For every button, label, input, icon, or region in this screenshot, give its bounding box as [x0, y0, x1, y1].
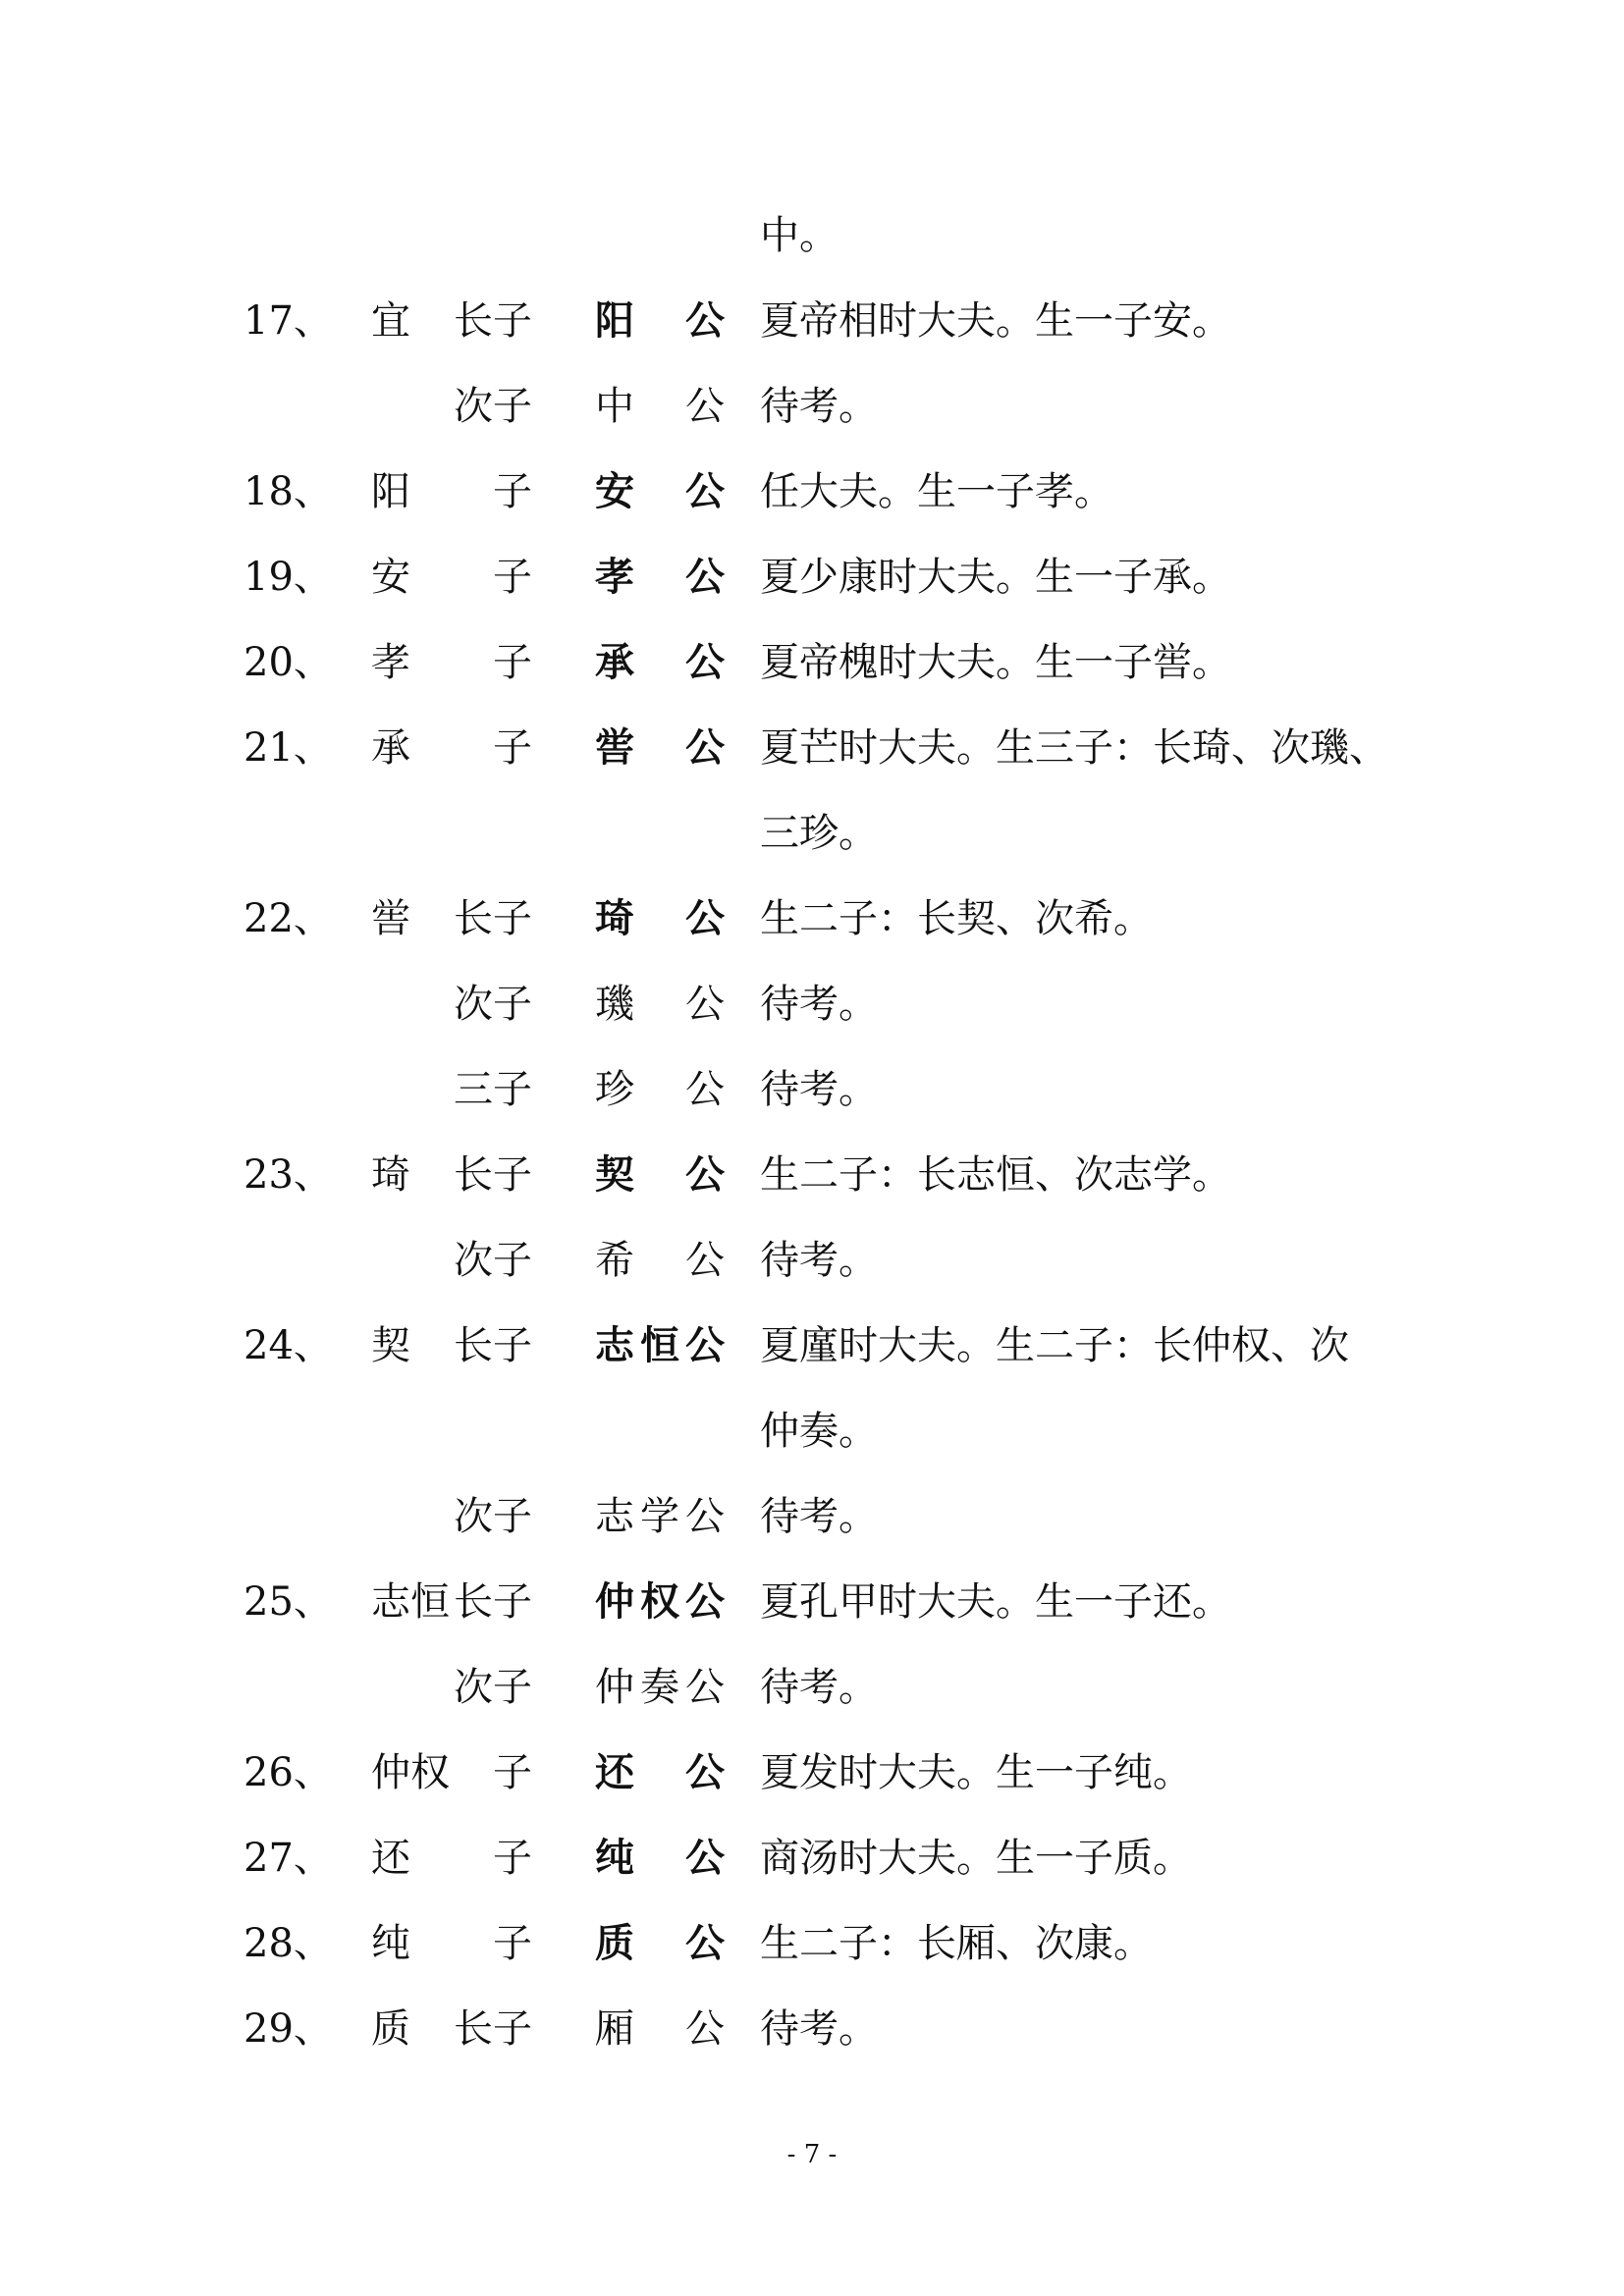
entry-description: 生二子：长契、次希。 [760, 896, 1153, 941]
genealogy-entry [0, 1743, 1624, 1802]
son-relation: 子 [454, 555, 532, 600]
genealogy-entry [0, 633, 1624, 692]
genealogy-entry [0, 462, 1624, 521]
ancestor-name: 厢 公 [595, 2006, 731, 2052]
father-name: 琦 [371, 1152, 410, 1198]
entry-description: 待考。 [760, 1067, 878, 1112]
genealogy-entry [0, 377, 1624, 436]
entry-description: 待考。 [760, 1238, 878, 1283]
son-relation: 次子 [454, 1665, 532, 1710]
son-relation: 次子 [454, 1238, 532, 1283]
ancestor-name: 志恒公 [595, 1323, 731, 1368]
son-relation: 子 [454, 1921, 532, 1966]
son-relation: 子 [454, 725, 532, 771]
ancestor-name: 安 公 [595, 469, 731, 514]
father-name: 喾 [371, 896, 410, 941]
genealogy-entry [0, 1231, 1624, 1290]
genealogy-entry [0, 719, 1624, 777]
genealogy-entry [0, 1914, 1624, 1973]
genealogy-entry [0, 548, 1624, 607]
entry-number: 26、 [244, 1750, 333, 1795]
father-name: 孝 [371, 640, 410, 685]
entry-number: 28、 [244, 1921, 333, 1966]
entry-number: 18、 [244, 469, 333, 514]
entry-number: 24、 [244, 1323, 333, 1368]
genealogy-entry [0, 975, 1624, 1034]
son-relation: 三子 [454, 1067, 532, 1112]
genealogy-entry [0, 1487, 1624, 1546]
son-relation: 子 [454, 640, 532, 685]
father-name: 安 [371, 555, 410, 600]
son-relation: 次子 [454, 384, 532, 429]
son-relation: 长子 [454, 2006, 532, 2052]
father-name: 纯 [371, 1921, 410, 1966]
father-name: 宜 [371, 298, 410, 344]
ancestor-name: 质 公 [595, 1921, 731, 1966]
genealogy-entry [0, 889, 1624, 948]
entry-description: 夏发时大夫。生一子纯。 [760, 1750, 1192, 1795]
entry-number: 19、 [244, 555, 333, 600]
entry-description: 商汤时大夫。生一子质。 [760, 1836, 1192, 1881]
ancestor-name: 琦 公 [595, 896, 731, 941]
entry-description: 生二子：长志恒、次志学。 [760, 1152, 1231, 1198]
father-name: 承 [371, 725, 410, 771]
entry-description: 待考。 [760, 982, 878, 1027]
ancestor-name: 志学公 [595, 1494, 731, 1539]
entry-description: 待考。 [760, 1494, 878, 1539]
son-relation: 长子 [454, 1152, 532, 1198]
genealogy-entry [0, 1060, 1624, 1119]
entry-number: 17、 [244, 298, 333, 344]
entry-number: 20、 [244, 640, 333, 685]
genealogy-entry [0, 1573, 1624, 1631]
genealogy-entry [0, 1316, 1624, 1375]
father-name: 阳 [371, 469, 410, 514]
father-name: 质 [371, 2006, 410, 2052]
continuation-line [0, 1402, 1624, 1461]
description-continuation: 三珍。 [760, 811, 878, 856]
entry-description: 待考。 [760, 2006, 878, 2052]
entry-number: 23、 [244, 1152, 333, 1198]
son-relation: 长子 [454, 896, 532, 941]
description-continuation: 中。 [760, 213, 839, 258]
son-relation: 次子 [454, 1494, 532, 1539]
continuation-line [0, 206, 1624, 265]
ancestor-name: 喾 公 [595, 725, 731, 771]
genealogy-entry [0, 1829, 1624, 1888]
entry-description: 夏廑时大夫。生二子：长仲权、次 [760, 1323, 1349, 1368]
father-name: 还 [371, 1836, 410, 1881]
entry-description: 夏少康时大夫。生一子承。 [760, 555, 1231, 600]
entry-description: 夏帝槐时大夫。生一子喾。 [760, 640, 1231, 685]
page-number: - 7 - [786, 2140, 838, 2169]
entry-description: 生二子：长厢、次康。 [760, 1921, 1153, 1966]
entry-number: 22、 [244, 896, 333, 941]
entry-description: 任大夫。生一子孝。 [760, 469, 1113, 514]
ancestor-name: 希 公 [595, 1238, 731, 1283]
ancestor-name: 仲奏公 [595, 1665, 731, 1710]
entry-number: 27、 [244, 1836, 333, 1881]
son-relation: 长子 [454, 298, 532, 344]
genealogy-entry [0, 292, 1624, 350]
ancestor-name: 珍 公 [595, 1067, 731, 1112]
ancestor-name: 纯 公 [595, 1836, 731, 1881]
entry-description: 夏孔甲时大夫。生一子还。 [760, 1579, 1231, 1625]
father-name: 契 [371, 1323, 410, 1368]
entry-number: 25、 [244, 1579, 333, 1625]
son-relation: 子 [454, 1836, 532, 1881]
continuation-line [0, 804, 1624, 863]
son-relation: 子 [454, 1750, 532, 1795]
ancestor-name: 璣 公 [595, 982, 731, 1027]
ancestor-name: 契 公 [595, 1152, 731, 1198]
ancestor-name: 还 公 [595, 1750, 731, 1795]
entry-description: 夏芒时大夫。生三子：长琦、次璣、 [760, 725, 1388, 771]
entry-number: 29、 [244, 2006, 333, 2052]
entry-description: 待考。 [760, 384, 878, 429]
ancestor-name: 孝 公 [595, 555, 731, 600]
son-relation: 长子 [454, 1323, 532, 1368]
son-relation: 子 [454, 469, 532, 514]
entry-description: 夏帝相时大夫。生一子安。 [760, 298, 1231, 344]
ancestor-name: 仲权公 [595, 1579, 731, 1625]
entry-number: 21、 [244, 725, 333, 771]
genealogy-entry [0, 2000, 1624, 2058]
entry-description: 待考。 [760, 1665, 878, 1710]
son-relation: 次子 [454, 982, 532, 1027]
description-continuation: 仲奏。 [760, 1409, 878, 1454]
ancestor-name: 阳 公 [595, 298, 731, 344]
ancestor-name: 承 公 [595, 640, 731, 685]
genealogy-entry [0, 1146, 1624, 1204]
father-name: 志恒 [371, 1579, 450, 1625]
father-name: 仲权 [371, 1750, 450, 1795]
genealogy-entry [0, 1658, 1624, 1717]
ancestor-name: 中 公 [595, 384, 731, 429]
son-relation: 长子 [454, 1579, 532, 1625]
